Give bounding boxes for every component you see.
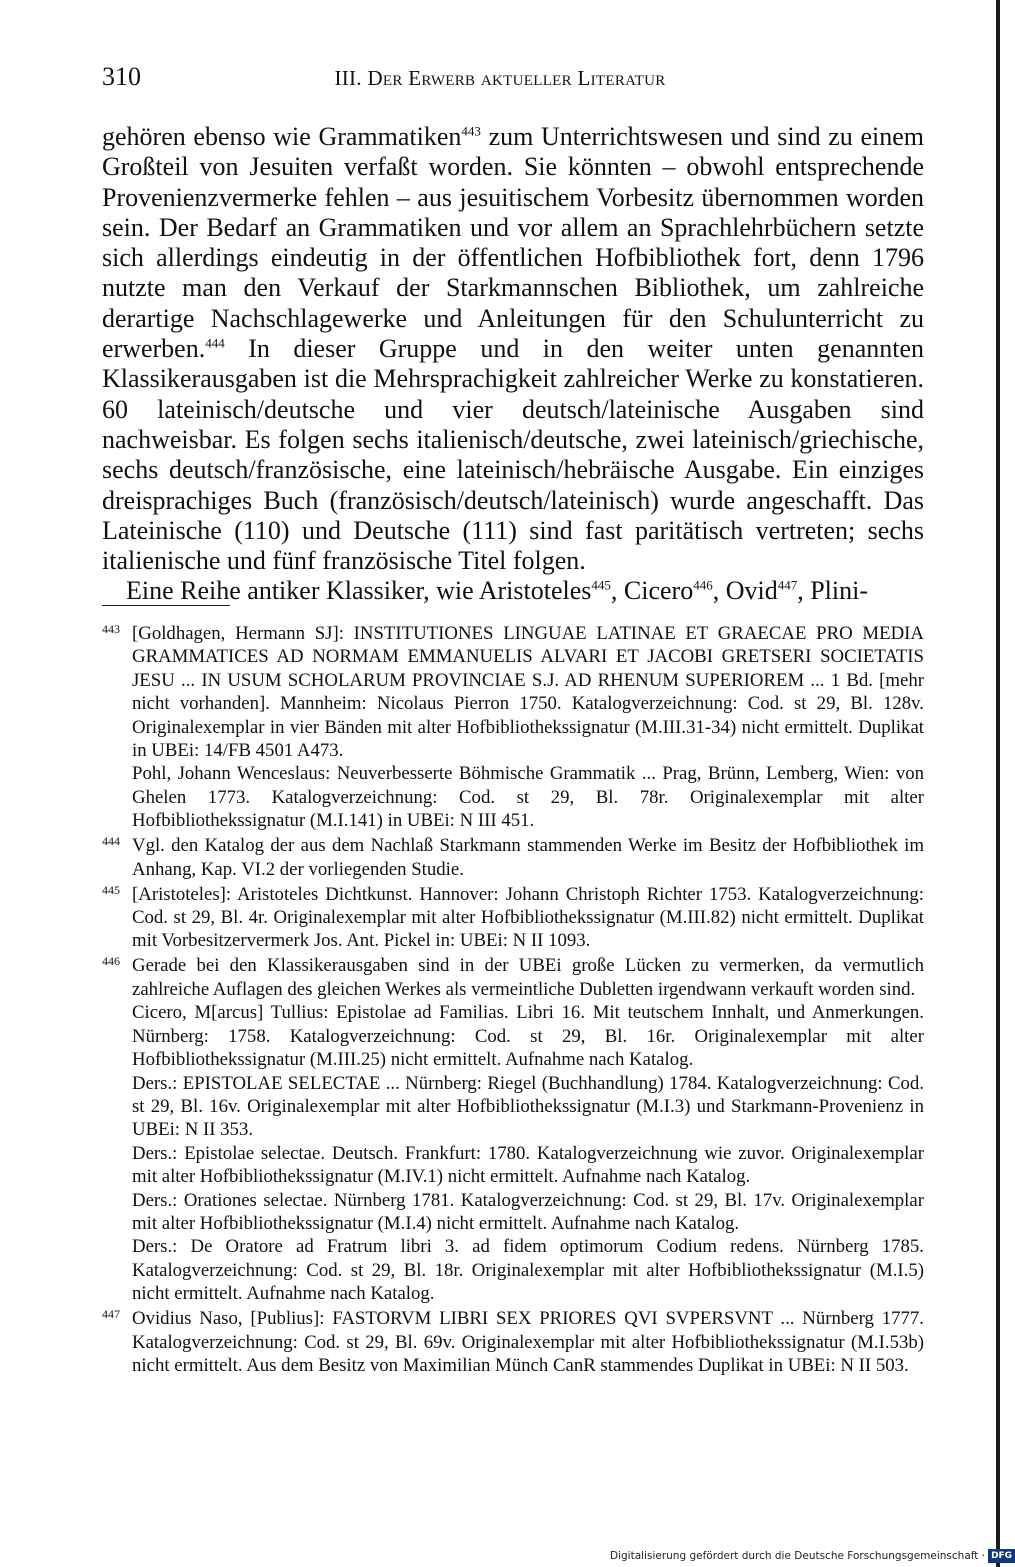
footnote-text: Vgl. den Katalog der aus dem Nachlaß Starkmann stammenden Werke im Besitz der Hofbibliothek im Anhang, Kap. VI.2 der vorliegenden Studie. [132,835,924,880]
footnote-text: [Aristoteles]: Aristoteles Dichtkunst. Hannover: Johann Christoph Richter 1753. Katalogverzeichnung: Cod. st 29, Bl. 4r. Originalexemplar mit alter Hofbibliothekssignatur (M.III.82) nicht ermittelt. Duplikat mit Vorbesitzervermerk Jos. Ant. Pickel in: UBEi: N II 1093. [132,883,924,952]
footnote-text: Ders.: Orationes selectae. Nürnberg 1781. Katalogverzeichnung: Cod. st 29, Bl. 17v. Originalexemplar mit alter Hofbibliothekssignatur (M.I.4) nicht ermittelt. Aufnahme nach Katalog. [132,1189,924,1234]
footnote-number: 446 [102,954,120,969]
footnote-445 [102,883,924,953]
main-text [102,122,924,607]
footnote-separator [102,605,230,606]
footnote-text: Ders.: Epistolae selectae. Deutsch. Frankfurt: 1780. Katalogverzeichnung wie zuvor. Originalexemplar mit alter Hofbibliothekssignatur (M.IV.1) nicht ermittelt. Aufnahme nach Katalog. [132,1142,924,1188]
footnote-reference[interactable]: 445 [591,577,611,593]
footnotes [102,622,924,1379]
footnote-444 [102,834,924,881]
digitization-credit [610,1548,1013,1564]
footnote-446 [102,954,924,1305]
paragraph [102,122,924,576]
page-edge [996,0,1000,1567]
paragraph [102,576,924,606]
footnote-text: Ders.: De Oratore ad Fratrum libri 3. ad fidem optimorum Codium redens. Nürnberg 1785. Katalogverzeichnung: Cod. st 29, Bl. 18r. Originalexemplar mit alter Hofbibliothekssignatur (M.I.5) nicht ermittelt. Aufnahme nach Katalog. [132,1236,924,1305]
footnote-447 [102,1307,924,1377]
footnote-text: Gerade bei den Klassikerausgaben sind in der UBEi große Lücken zu vermerken, da vermutlich zahlreiche Auflagen des gleichen Werkes als vermeintliche Dubletten irgendwann verkauft worden sind. [132,955,924,1000]
footnote-text: [Goldhagen, Hermann SJ]: INSTITUTIONES LINGUAE LATINAE ET GRAECAE PRO MEDIA GRAMMATICES AD NORMAM EMMANUELIS ALVARI ET JACOBI GRETSERI SOCIETATIS JESU ... IN USUM SCHOLARUM PROVINCIAE S.J. AD RHENUM SUPERIOREM ... 1 Bd. [mehr nicht vorhanden]. Mannheim: Nicolaus Pierron 1750. Katalogverzeichnung: Cod. st 29, Bl. 128v. Originalexemplar in vier Bänden mit alter Hofbibliothekssignatur (M.III.31-34) nicht ermittelt. Duplikat in UBEi: 14/FB 4501 A473. [132,623,924,762]
footnote-number: 445 [102,882,120,897]
text-run: , Ovid [712,576,778,606]
footnote-number: 444 [102,834,120,849]
text-run: , Plini- [797,576,868,606]
footnote-text: Pohl, Johann Wenceslaus: Neuverbesserte Böhmische Grammatik ... Prag, Brünn, Lemberg, Wien: von Ghelen 1773. Katalogverzeichnung: Cod. st 29, Bl. 78r. Originalexemplar mit alter Hofbibliothekssignatur (M.I.141) in UBEi: N III 451. [132,763,924,832]
text-run: zum Unterrichtswesen und sind zu einem Großteil von Jesuiten verfaßt worden. Sie könnten – obwohl entsprechende Provenienzvermerke fehlen – aus jesuitischem Vorbesitz übernommen worden sein. Der Bedarf an Grammatiken und vor allem an Sprachlehrbüchern setzte sich allerdings eindeutig in der öffentlichen Hofbibliothek fort, denn 1796 nutzte man den Verkauf der Starkmannschen Bibliothek, um zahlreiche derartige Nachschlagewerke und Anleitungen für den Schulunterricht zu erwerben. [102,122,924,364]
footnote-reference[interactable]: 444 [205,335,225,351]
footnote-text: Ovidius Naso, [Publius]: FASTORVM LIBRI SEX PRIORES QVI SVPERSVNT ... Nürnberg 1777. Katalogverzeichnung: Cod. st 29, Bl. 69v. Originalexemplar mit alter Hofbibliothekssignatur (M.I.53b) nicht ermittelt. Aus dem Besitz von Maximilian Münch CanR stammendes Duplikat in UBEi: N II 503. [132,1308,924,1376]
text-run: gehören ebenso wie Grammatiken [102,122,462,151]
footnote-number: 443 [102,622,120,636]
page-number: 310 [102,62,141,91]
footnote-reference[interactable]: 443 [461,123,481,139]
credit-text: Digitalisierung gefördert durch die Deutsche Forschungsgemeinschaft · [610,1550,986,1562]
running-title: III. Der Erwerb aktueller Literatur [334,66,666,90]
text-run: , Cicero [610,576,694,606]
page-header [102,62,898,92]
footnote-text: Ders.: EPISTOLAE SELECTAE ... Nürnberg: Riegel (Buchhandlung) 1784. Katalogverzeichnung: Cod. st 29, Bl. 16v. Originalexemplar mit alter Hofbibliothekssignatur (M.I.3) und Starkmann-Provenienz in UBEi: N II 353. [132,1072,924,1141]
dfg-logo-icon: DFG [988,1549,1015,1563]
footnote-reference[interactable]: 447 [777,577,798,593]
text-run: Eine Reihe antiker Klassiker, wie Aristoteles [126,576,592,606]
footnote-443 [102,622,924,833]
footnote-number: 447 [102,1307,120,1322]
text-run: In dieser Gruppe und in den weiter unten genannten Klassikerausgaben ist die Mehrsprachigkeit zahlreicher Werke zu konstatieren. 60 lateinisch/deutsche und vier deutsch/lateinische Ausgaben sind nachweisbar. Es folgen sechs italienisch/deutsche, zwei lateinisch/griechische, sechs deutsch/französische, eine lateinisch/hebräische Ausgabe. Ein einziges dreisprachiges Buch (französisch/deutsch/lateinisch) wurde angeschafft. Das Lateinische (110) und Deutsche (111) sind fast paritätisch vertreten; sechs italienische und fünf französische Titel folgen. [102,334,924,576]
footnote-reference[interactable]: 446 [693,577,713,593]
footnote-text: Cicero, M[arcus] Tullius: Epistolae ad Familias. Libri 16. Mit teutschem Innhalt, und Anmerkungen. Nürnberg: 1758. Katalogverzeichnung: Cod. st 29, Bl. 16r. Originalexemplar mit alter Hofbibliothekssignatur (M.III.25) nicht ermittelt. Aufnahme nach Katalog. [132,1002,924,1071]
